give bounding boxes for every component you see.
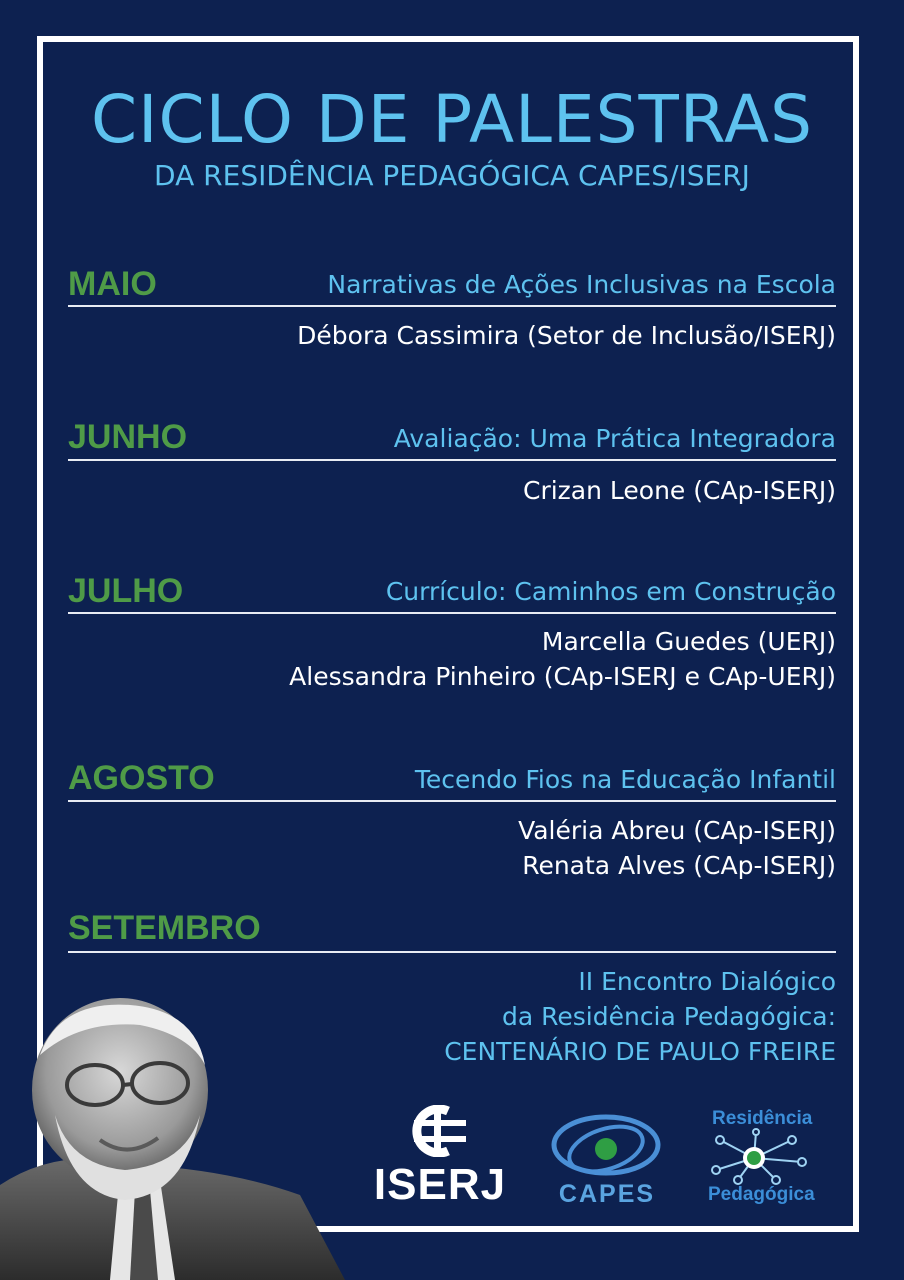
speaker-agosto-2: Renata Alves (CAp-ISERJ)	[522, 851, 836, 880]
divider-agosto	[68, 800, 836, 802]
capes-logo-text: CAPES	[558, 1180, 656, 1208]
iserj-logo-text: ISERJ	[373, 1160, 507, 1209]
speaker-julho-2: Alessandra Pinheiro (CAp-ISERJ e CAp-UERJ)	[289, 662, 836, 691]
iserj-logo-icon	[410, 1105, 470, 1157]
divider-junho	[68, 459, 836, 461]
month-label-maio: MAIO	[68, 265, 157, 303]
poster-title: CICLO DE PALESTRAS	[90, 81, 814, 158]
speaker-maio-1: Débora Cassimira (Setor de Inclusão/ISERJ)	[297, 321, 836, 350]
speaker-junho-1: Crizan Leone (CAp-ISERJ)	[523, 476, 836, 505]
topic-maio: Narrativas de Ações Inclusivas na Escola	[327, 270, 836, 299]
divider-maio	[68, 305, 836, 307]
speaker-agosto-1: Valéria Abreu (CAp-ISERJ)	[518, 816, 836, 845]
topic-junho: Avaliação: Uma Prática Integradora	[393, 424, 836, 453]
residencia-network-icon	[706, 1128, 824, 1188]
portrait-photo	[0, 995, 360, 1280]
event-line-1: II Encontro Dialógico	[578, 967, 836, 996]
month-label-julho: JULHO	[68, 572, 184, 610]
divider-setembro	[68, 951, 836, 953]
month-label-setembro: SETEMBRO	[68, 909, 261, 947]
topic-agosto: Tecendo Fios na Educação Infantil	[414, 765, 836, 794]
residencia-logo-bottom-text: Pedagógica	[708, 1184, 815, 1205]
month-label-agosto: AGOSTO	[68, 759, 215, 797]
poster-subtitle: DA RESIDÊNCIA PEDAGÓGICA CAPES/ISERJ	[154, 159, 750, 192]
topic-julho: Currículo: Caminhos em Construção	[385, 577, 836, 606]
event-line-2: da Residência Pedagógica:	[501, 1002, 836, 1031]
speaker-julho-1: Marcella Guedes (UERJ)	[541, 627, 836, 656]
divider-julho	[68, 612, 836, 614]
event-setembro	[444, 964, 836, 1069]
residencia-logo-top-text: Residência	[712, 1108, 813, 1129]
event-line-3: CENTENÁRIO DE PAULO FREIRE	[444, 1037, 836, 1066]
month-label-junho: JUNHO	[68, 418, 188, 456]
capes-logo-icon	[548, 1105, 666, 1181]
